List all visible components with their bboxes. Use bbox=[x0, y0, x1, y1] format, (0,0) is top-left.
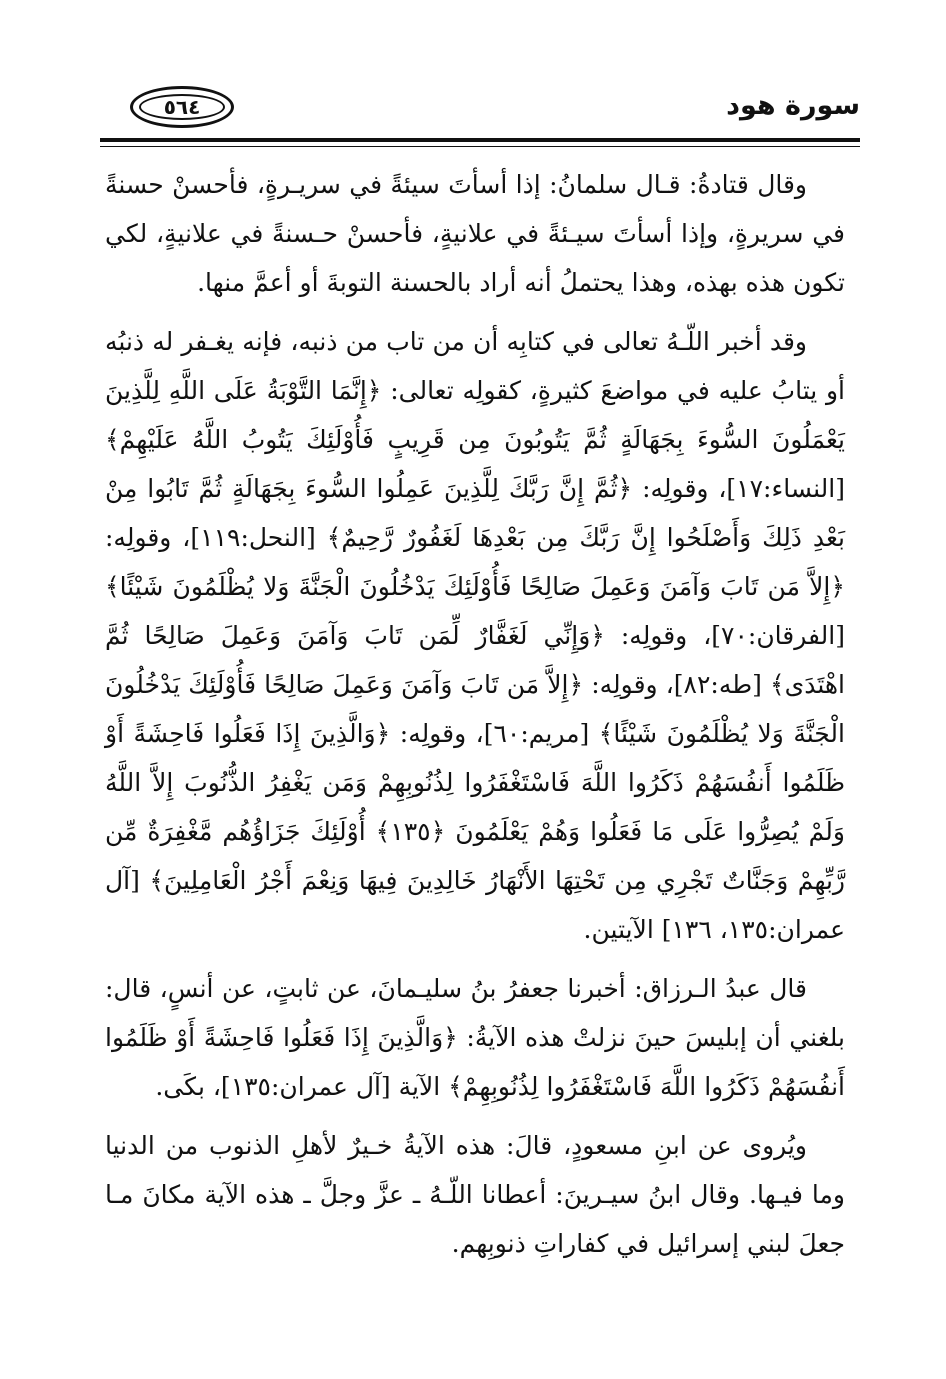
header-rule-thin bbox=[100, 146, 860, 147]
page-header bbox=[100, 80, 860, 136]
paragraph-abdul-razzaq: قال عبدُ الـرزاق: أخبرنا جعفرُ بنُ سليـمانَ، عن ثابتٍ، عن أنسٍ، قال: بلغني أن إبليسَ حينَ نزلتْ هذه الآيةُ: ﴿وَالَّذِينَ إِذَا فَعَلُوا فَاحِشَةً أَوْ ظَلَمُوا أَنفُسَهُمْ ذَكَرُوا اللَّهَ فَاسْتَغْفَرُوا لِذُنُوبِهِمْ﴾ الآية [آل عمران:١٣٥]، بكَى. bbox=[105, 974, 845, 1101]
page-number: ٥٦٤ bbox=[163, 95, 201, 119]
paragraph-qatada: وقال قتادةُ: قـال سلمانُ: إذا أسأتَ سيئةً في سريـرةٍ، فأحسنْ حسنةً في سريرةٍ، وإذا أسأتَ سيـئةً في علانيةٍ، فأحسنْ حـسنةً في علانيةٍ، لكي تكون هذه بهذه، وهذا يحتملُ أنه أراد بالحسنة التوبةَ أو أعمَّ منها. bbox=[105, 170, 845, 297]
paragraph-verses-on-repentance: وقد أخبر اللّـهُ تعالى في كتابِه أن من تاب من ذنبه، فإنه يغـفر له ذنبُه أو يتابُ عليه في مواضعَ كثيرةٍ، كقولِه تعالى: ﴿إِنَّمَا التَّوْبَةُ عَلَى اللَّهِ لِلَّذِينَ يَعْمَلُونَ السُّوءَ بِجَهَالَةٍ ثُمَّ يَتُوبُونَ مِن قَرِيبٍ فَأُوْلَئِكَ يَتُوبُ اللَّهُ عَلَيْهِمْ﴾ [النساء:١٧]، وقولِه: ﴿ثُمَّ إِنَّ رَبَّكَ لِلَّذِينَ عَمِلُوا السُّوءَ بِجَهَالَةٍ ثُمَّ تَابُوا مِنْ بَعْدِ ذَلِكَ وَأَصْلَحُوا إِنَّ رَبَّكَ مِن بَعْدِهَا لَغَفُورٌ رَّحِيمٌ﴾ [النحل:١١٩]، وقولِه: ﴿إِلاَّ مَن تَابَ وَآمَنَ وَعَمِلَ صَالِحًا فَأُوْلَئِكَ يَدْخُلُونَ الْجَنَّةَ وَلا يُظْلَمُونَ شَيْئًا﴾ [الفرقان:٧٠]، وقولِه: ﴿وَإِنِّي لَغَفَّارٌ لِّمَن تَابَ وَآمَنَ وَعَمِلَ صَالِحًا ثُمَّ اهْتَدَى﴾ [طه:٨٢]، وقولِه: ﴿إِلاَّ مَن تَابَ وَآمَنَ وَعَمِلَ صَالِحًا فَأُوْلَئِكَ يَدْخُلُونَ الْجَنَّةَ وَلا يُظْلَمُونَ شَيْئًا﴾ [مريم:٦٠]، وقولِه: ﴿وَالَّذِينَ إِذَا فَعَلُوا فَاحِشَةً أَوْ ظَلَمُوا أَنفُسَهُمْ ذَكَرُوا اللَّهَ فَاسْتَغْفَرُوا لِذُنُوبِهِمْ وَمَن يَغْفِرُ الذُّنُوبَ إِلاَّ اللَّهُ وَلَمْ يُصِرُّوا عَلَى مَا فَعَلُوا وَهُمْ يَعْلَمُونَ ﴿١٣٥﴾ أُوْلَئِكَ جَزَاؤُهُم مَّغْفِرَةٌ مِّن رَّبِّهِمْ وَجَنَّاتٌ تَجْرِي مِن تَحْتِهَا الأَنْهَارُ خَالِدِينَ فِيهَا وَنِعْمَ أَجْرُ الْعَامِلِينَ﴾ [آل عمران:١٣٥، ١٣٦] الآيتين. bbox=[105, 327, 846, 944]
header-rule-thick bbox=[100, 138, 860, 142]
body-text bbox=[105, 160, 845, 1278]
surah-title: سورة هود bbox=[726, 90, 860, 121]
page-number-ornament bbox=[130, 86, 234, 128]
paragraph-ibn-masud: ويُروى عن ابنِ مسعودٍ، قالَ: هذه الآيةُ خـيرٌ لأهلِ الذنوب من الدنيا وما فيـها. وقال ابنُ سيـرينَ: أعطانا اللّـهُ ـ عزَّ وجلَّ ـ هذه الآية مكانَ مـا جعلَ لبني إسرائيل في كفاراتِ ذنوبِهم. bbox=[105, 1131, 845, 1258]
